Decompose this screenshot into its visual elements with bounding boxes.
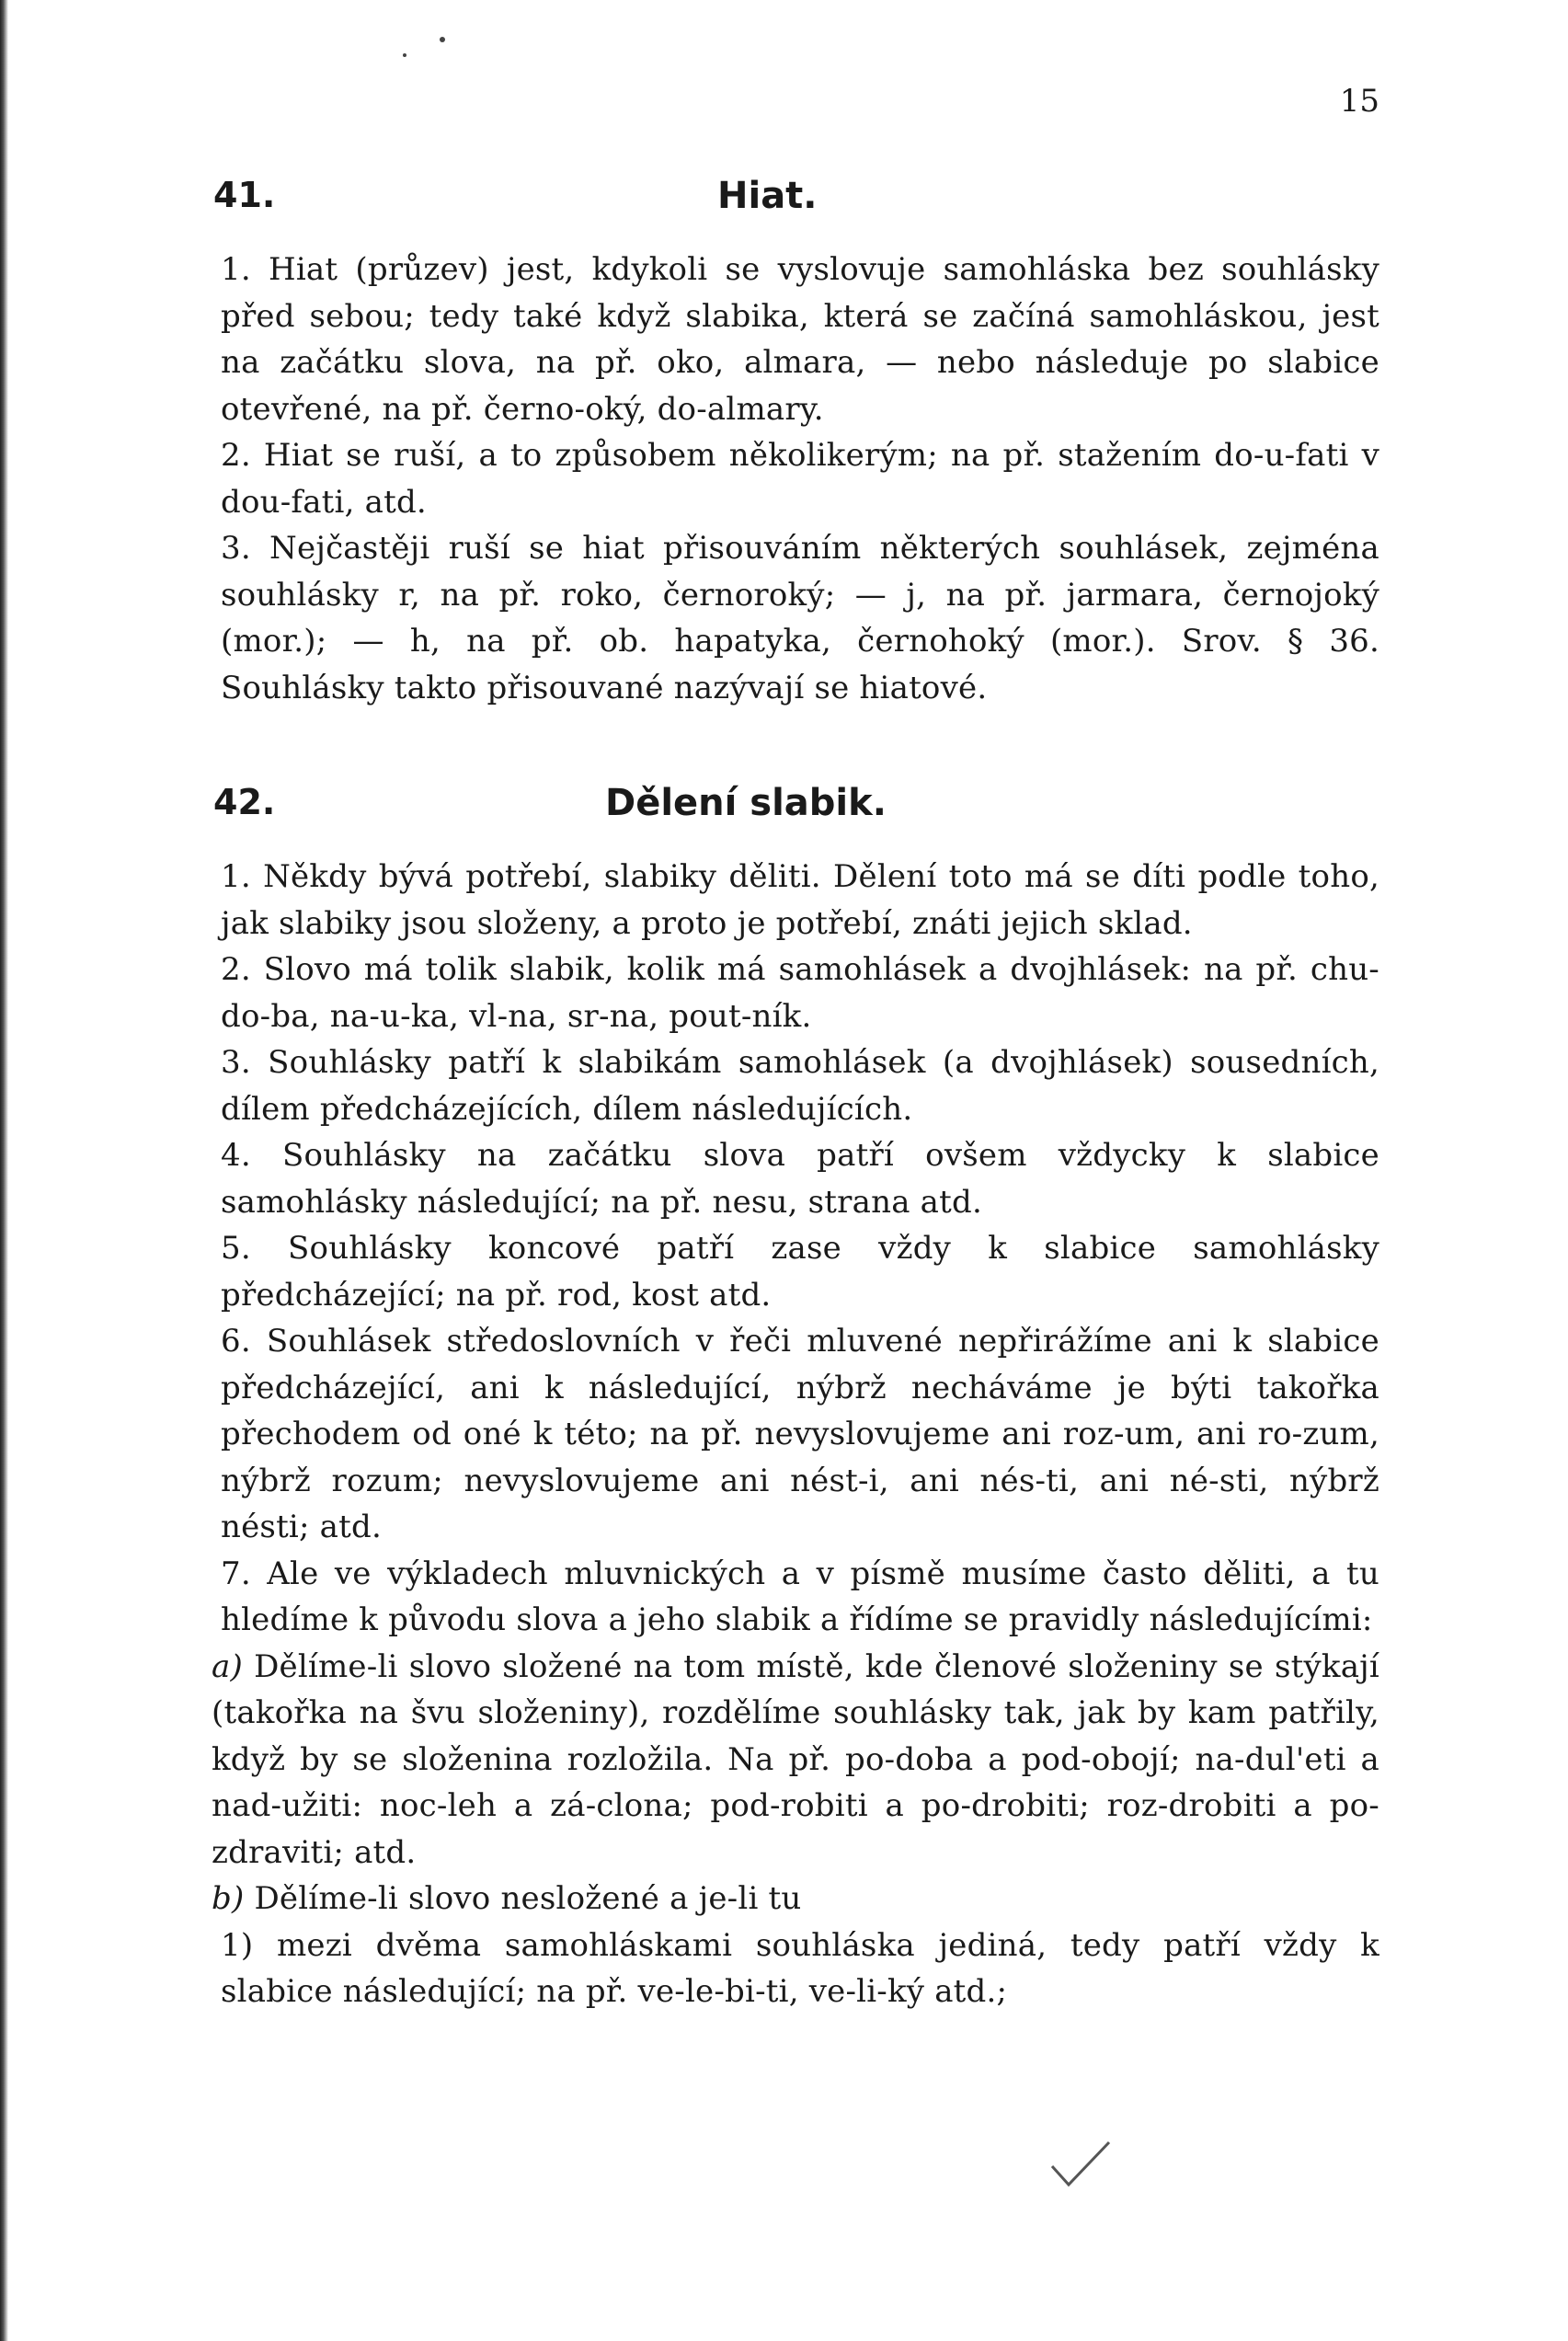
section-41-number: 41.: [213, 175, 276, 215]
checkmark-icon: [1048, 2139, 1113, 2189]
subsection-a-label: a): [212, 1647, 243, 1685]
section-41-body: [120, 247, 1379, 711]
paragraph: 7. Ale ve výkladech mluvnických a v písmě musíme často děliti, a tu hledíme k původu slova a jeho slabik a řídíme se pravidly následujícími:: [221, 1555, 1379, 1638]
section-41-title: Hiat.: [717, 175, 818, 217]
subsection-b-label: b): [212, 1880, 245, 1917]
paragraph: 1. Někdy bývá potřebí, slabiky děliti. Dělení toto má se díti podle toho, jak slabiky jsou složeny, a proto je potřebí, znáti jejich sklad.: [221, 858, 1379, 942]
paragraph: 5. Souhlásky koncové patří zase vždy k slabice samohlásky předcházející; na př. rod, kost atd.: [221, 1230, 1379, 1314]
subsection-b-item-1: 1) mezi dvěma samohláskami souhláska jediná, tedy patří vždy k slabice následující; na př. ve-le-bi-ti, ve-li-ký atd.;: [221, 1926, 1379, 2010]
section-42-title: Dělení slabik.: [605, 782, 887, 824]
subsection-a-text: Dělíme-li slovo složené na tom místě, kde členové složeniny se stýkají (takořka na švu složeniny), rozdělíme souhlásky tak, jak by kam patřily, když by se složenina rozložila. Na př. po-doba a pod-obojí; na-dul'eti a nad-užiti: noc-leh a zá-clona; pod-robiti a po-drobiti; roz-drobiti a po-zdraviti; atd.: [212, 1647, 1379, 1871]
paragraph: 3. Souhlásky patří k slabikám samohlásek (a dvojhlásek) sousedních, dílem předcházejících, dílem následujících.: [221, 1044, 1379, 1128]
page-number: 15: [1339, 83, 1379, 120]
subsection-b: [120, 1876, 1379, 1922]
paragraph: 2. Slovo má tolik slabik, kolik má samohlásek a dvojhlásek: na př. chu-do-ba, na-u-ka, vl-na, sr-na, pout-ník.: [221, 951, 1379, 1035]
section-42-body: [120, 854, 1379, 2015]
paragraph: 4. Souhlásky na začátku slova patří ovšem vždycky k slabice samohlásky následující; na př. nesu, strana atd.: [221, 1137, 1379, 1221]
paragraph: 1. Hiat (průzev) jest, kdykoli se vyslovuje samohláska bez souhlásky před sebou; tedy také když slabika, která se začíná samohláskou, jest na začátku slova, na př. oko, almara, — nebo následuje po slabice otevřené, na př. černo-oký, do-almary.: [221, 251, 1379, 428]
section-42-number: 42.: [213, 782, 276, 822]
speck: [403, 53, 406, 57]
paragraph: 2. Hiat se ruší, a to způsobem několikerým; na př. stažením do-u-fati v dou-fati, atd.: [221, 437, 1379, 521]
subsection-b-text: Dělíme-li slovo nesložené a je-li tu: [254, 1880, 802, 1917]
paragraph: 3. Nejčastěji ruší se hiat přisouváním některých souhlásek, zejména souhlásky r, na př. roko, černoroký; — j, na př. jarmara, černojoký (mor.); — h, na př. ob. hapatyka, černohoký (mor.). Srov. § 36. Souhlásky takto přisouvané nazývají se hiatové.: [221, 530, 1379, 706]
scan-edge: [0, 0, 8, 2341]
subsection-a: [120, 1644, 1379, 1876]
speck: [440, 37, 445, 42]
paragraph: 6. Souhlásek středoslovních v řeči mluvené nepřirážíme ani k slabice předcházející, ani k následující, nýbrž necháváme je býti takořka přechodem od oné k této; na př. nevyslovujeme ani roz-um, ani ro-zum, nýbrž rozum; nevyslovujeme ani nést-i, ani nés-ti, ani né-sti, nýbrž nésti; atd.: [221, 1323, 1379, 1545]
